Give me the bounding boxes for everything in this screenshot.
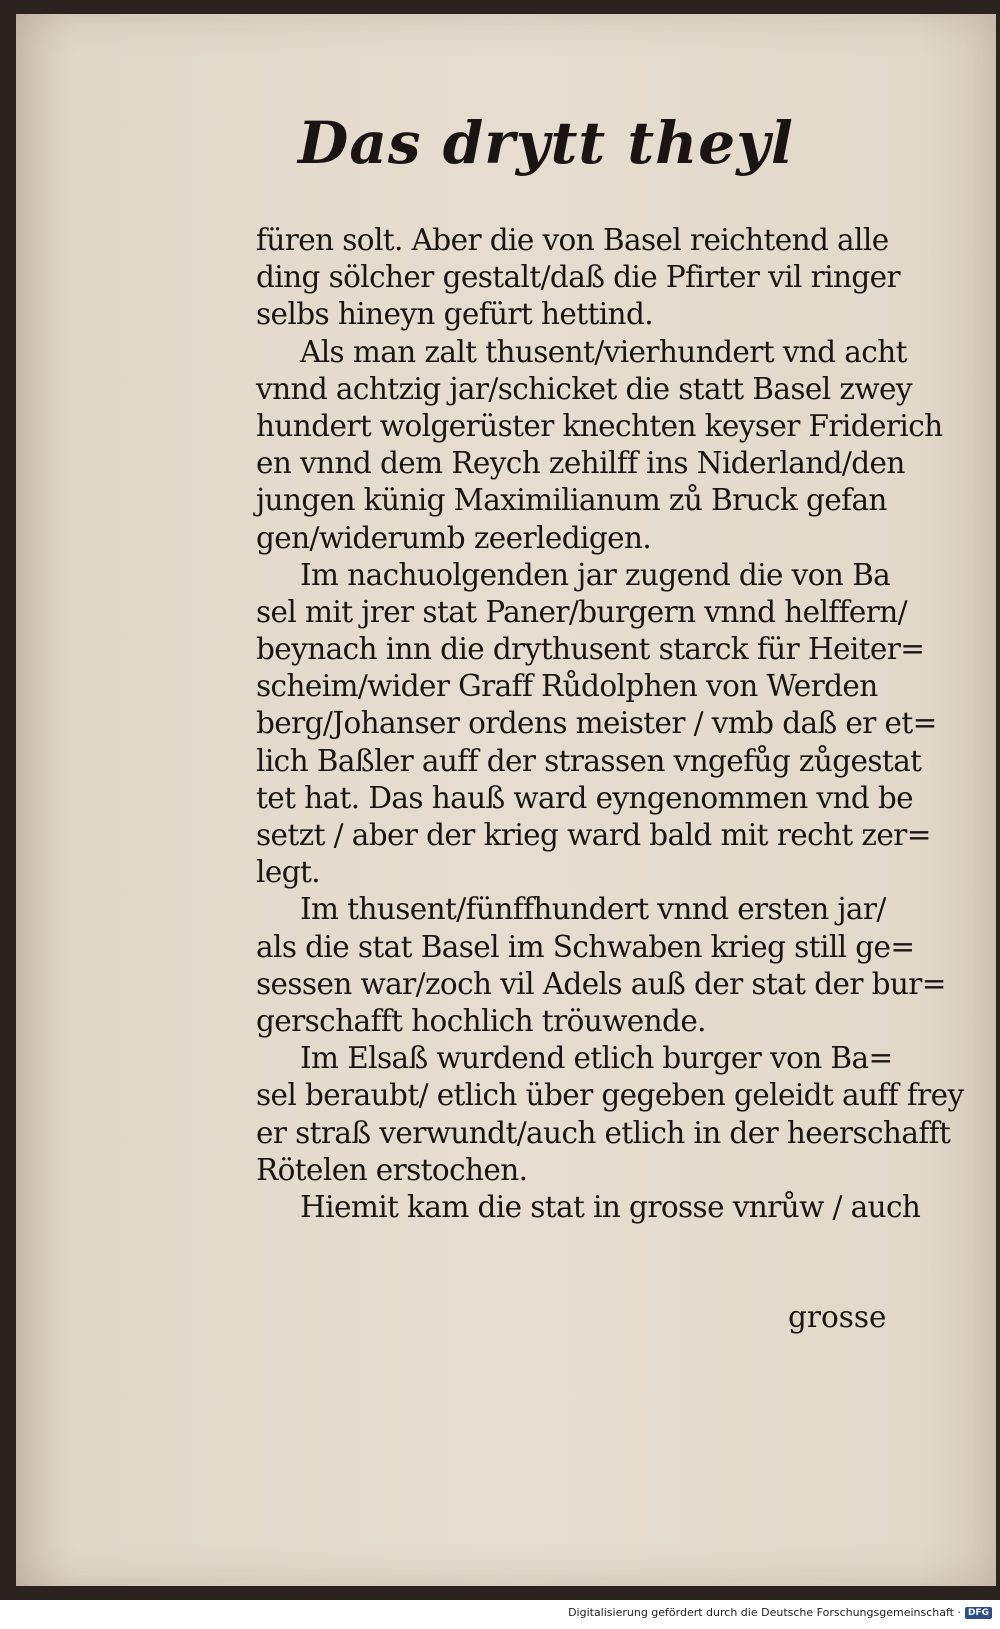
text-line: er straß verwundt/auch etlich in der heerschafft <box>256 1115 951 1150</box>
text-line: hundert wolgerüster knechten keyser Friderich <box>256 408 943 443</box>
text-line: tet hat. Das hauß ward eyngenommen vnd be <box>256 780 914 815</box>
text-line: Hiemit kam die stat in grosse vnrůw / auch <box>300 1189 921 1224</box>
text-line: en vnnd dem Reych zehilff ins Niderland/den <box>256 446 905 481</box>
text-line: sel beraubt/ etlich über gegeben geleidt auff frey <box>256 1078 964 1113</box>
text-line: Im Elsaß wurdend etlich burger von Ba= <box>300 1041 893 1076</box>
text-line: als die stat Basel im Schwaben krieg still ge= <box>256 929 915 964</box>
text-line: Im thusent/fünffhundert vnnd ersten jar/ <box>300 892 886 927</box>
page-header <box>16 109 996 177</box>
digitization-credit <box>568 1606 992 1619</box>
text-line: sel mit jrer stat Paner/burgern vnnd helffern/ <box>256 594 908 629</box>
text-line: vnnd achtzig jar/schicket die statt Basel zwey <box>256 371 912 406</box>
text-line: jungen künig Maximilianum zů Bruck gefan <box>256 483 887 518</box>
text-line: selbs hineyn gefürt hettind. <box>256 297 654 332</box>
text-line: lich Baßler auff der strassen vngefůg zůgestat <box>256 743 922 778</box>
body-text <box>256 222 964 1226</box>
text-line: gerschafft hochlich tröuwende. <box>256 1003 706 1038</box>
text-line: scheim/wider Graff Růdolphen von Werden <box>256 669 878 704</box>
text-line: gen/widerumb zeerledigen. <box>256 520 652 555</box>
dfg-logo: DFG <box>965 1607 992 1619</box>
text-line: beynach inn die drythusent starck für Heiter= <box>256 632 925 667</box>
text-line: legt. <box>256 855 321 890</box>
credit-text: Digitalisierung gefördert durch die Deutsche Forschungsgemeinschaft · <box>568 1606 961 1619</box>
text-line: sessen war/zoch vil Adels auß der stat der bur= <box>256 966 946 1001</box>
catchword: grosse <box>788 1300 887 1334</box>
text-line: ding sölcher gestalt/daß die Pfirter vil ringer <box>256 260 901 295</box>
running-title: Das drytt theyl <box>298 109 794 177</box>
text-line: füren solt. Aber die von Basel reichtend alle <box>256 223 889 257</box>
text-line: Rötelen erstochen. <box>256 1152 528 1187</box>
text-line: Im nachuolgenden jar zugend die von Ba <box>300 557 891 592</box>
text-line: setzt / aber der krieg ward bald mit recht zer= <box>256 818 931 852</box>
text-line: Als man zalt thusent/vierhundert vnd acht <box>300 334 907 369</box>
text-line: berg/Johanser ordens meister / vmb daß er et= <box>256 706 937 741</box>
book-page <box>16 14 996 1586</box>
